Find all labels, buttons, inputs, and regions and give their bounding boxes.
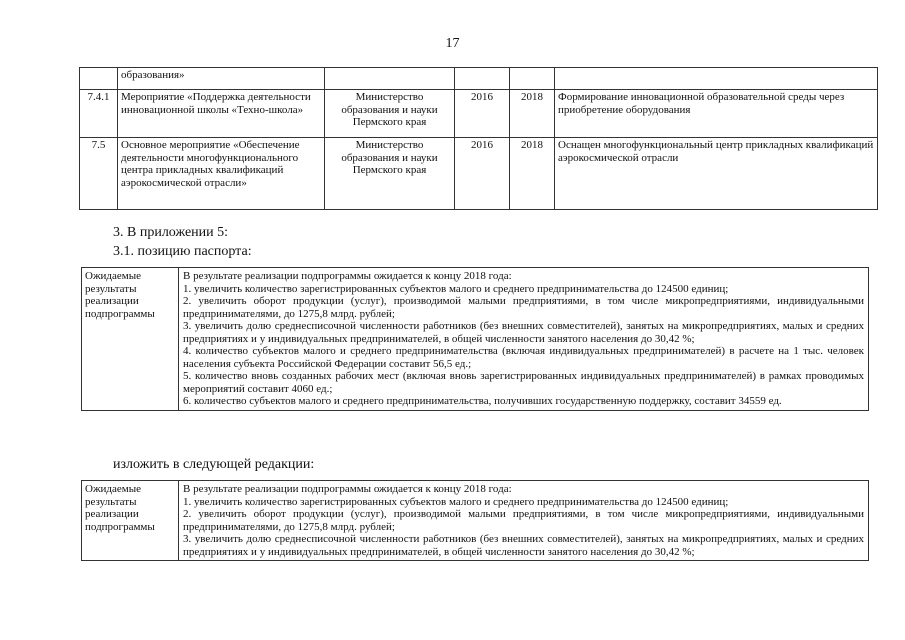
page-number: 17: [445, 36, 460, 51]
row-number: 7.4.1: [80, 90, 118, 138]
passport-text: [179, 268, 869, 411]
passport-item: 1. увеличить количество зарегистрированных субъектов малого и среднего предпринимательства до 124500 единиц;: [183, 282, 729, 295]
result-cell: Оснащен многофункциональный центр прикладных квалификаций аэрокосмической отрасли: [555, 138, 878, 210]
passport-label: Ожидаемые результаты реализации подпрограммы: [82, 481, 179, 561]
activity-cell: образования»: [118, 68, 325, 90]
passport-table-new: [81, 480, 869, 561]
passport-item: 6. количество субъектов малого и среднего предпринимательства, получивших государственную поддержку, составит 34559 ед.: [183, 395, 782, 407]
passport-intro: В результате реализации подпрограммы ожидается к концу 2018 года:: [183, 270, 512, 282]
result-cell: [555, 68, 878, 90]
end-year-cell: 2018: [510, 138, 555, 210]
executor-cell: [325, 68, 455, 90]
executor-cell: Министерство образования и науки Пермского края: [325, 90, 455, 138]
passport-label: Ожидаемые результаты реализации подпрограммы: [82, 268, 179, 411]
subsection-heading: 3.1. позицию паспорта:: [113, 244, 252, 259]
section-heading: 3. В приложении 5:: [113, 225, 229, 240]
row-number: [80, 68, 118, 90]
instruction-text: изложить в следующей редакции:: [113, 457, 315, 472]
passport-item: 2. увеличить оборот продукции (услуг), производимой малыми предприятиями, в том числе микропредприятиями, индивидуальными предпринимателями, до 1275,8 млрд. рублей;: [183, 508, 864, 533]
executor-cell: Министерство образования и науки Пермского края: [325, 138, 455, 210]
table-row: [82, 481, 869, 561]
table-row: [80, 138, 878, 210]
result-cell: Формирование инновационной образовательной среды через приобретение оборудования: [555, 90, 878, 138]
passport-item: 1. увеличить количество зарегистрированных субъектов малого и среднего предпринимательства до 124500 единиц;: [183, 495, 729, 508]
passport-item: 3. увеличить долю среднесписочной численности работников (без внешних совместителей), занятых на микропредприятиях, малых и средних предприятиях и у индивидуальных предпринимателей, в общей численности занятого населения до 30,42 %;: [183, 320, 864, 345]
activity-cell: Мероприятие «Поддержка деятельности инновационной школы «Техно-школа»: [118, 90, 325, 138]
passport-intro: В результате реализации подпрограммы ожидается к концу 2018 года:: [183, 483, 512, 495]
passport-item: 5. количество вновь созданных рабочих мест (включая вновь зарегистрированных индивидуальных предпринимателей) в рамках проводимых мероприятий составит 4060 ед.;: [183, 370, 864, 395]
activity-cell: Основное мероприятие «Обеспечение деятельности многофункционального центра прикладных квалификаций аэрокосмической отрасли»: [118, 138, 325, 210]
passport-text: [179, 481, 869, 561]
start-year-cell: [455, 68, 510, 90]
table-row: [80, 90, 878, 138]
table-row: [80, 68, 878, 90]
row-number: 7.5: [80, 138, 118, 210]
passport-table-current: [81, 267, 869, 411]
activities-table: [79, 67, 878, 210]
table-row: [82, 268, 869, 411]
passport-item: 3. увеличить долю среднесписочной численности работников (без внешних совместителей), занятых на микропредприятиях, малых и средних предприятиях и у индивидуальных предпринимателей, в общей численности занятого населения до 30,42 %;: [183, 533, 864, 558]
end-year-cell: 2018: [510, 90, 555, 138]
start-year-cell: 2016: [455, 90, 510, 138]
passport-item: 4. количество субъектов малого и среднего предпринимательства (включая индивидуальных предпринимателей) в расчете на 1 тыс. человек населения субъекта Российской Федерации составит 56,5 ед.;: [183, 345, 864, 370]
start-year-cell: 2016: [455, 138, 510, 210]
passport-item: 2. увеличить оборот продукции (услуг), производимой малыми предприятиями, в том числе микропредприятиями, индивидуальными предпринимателями, до 1275,8 млрд. рублей;: [183, 295, 864, 320]
end-year-cell: [510, 68, 555, 90]
